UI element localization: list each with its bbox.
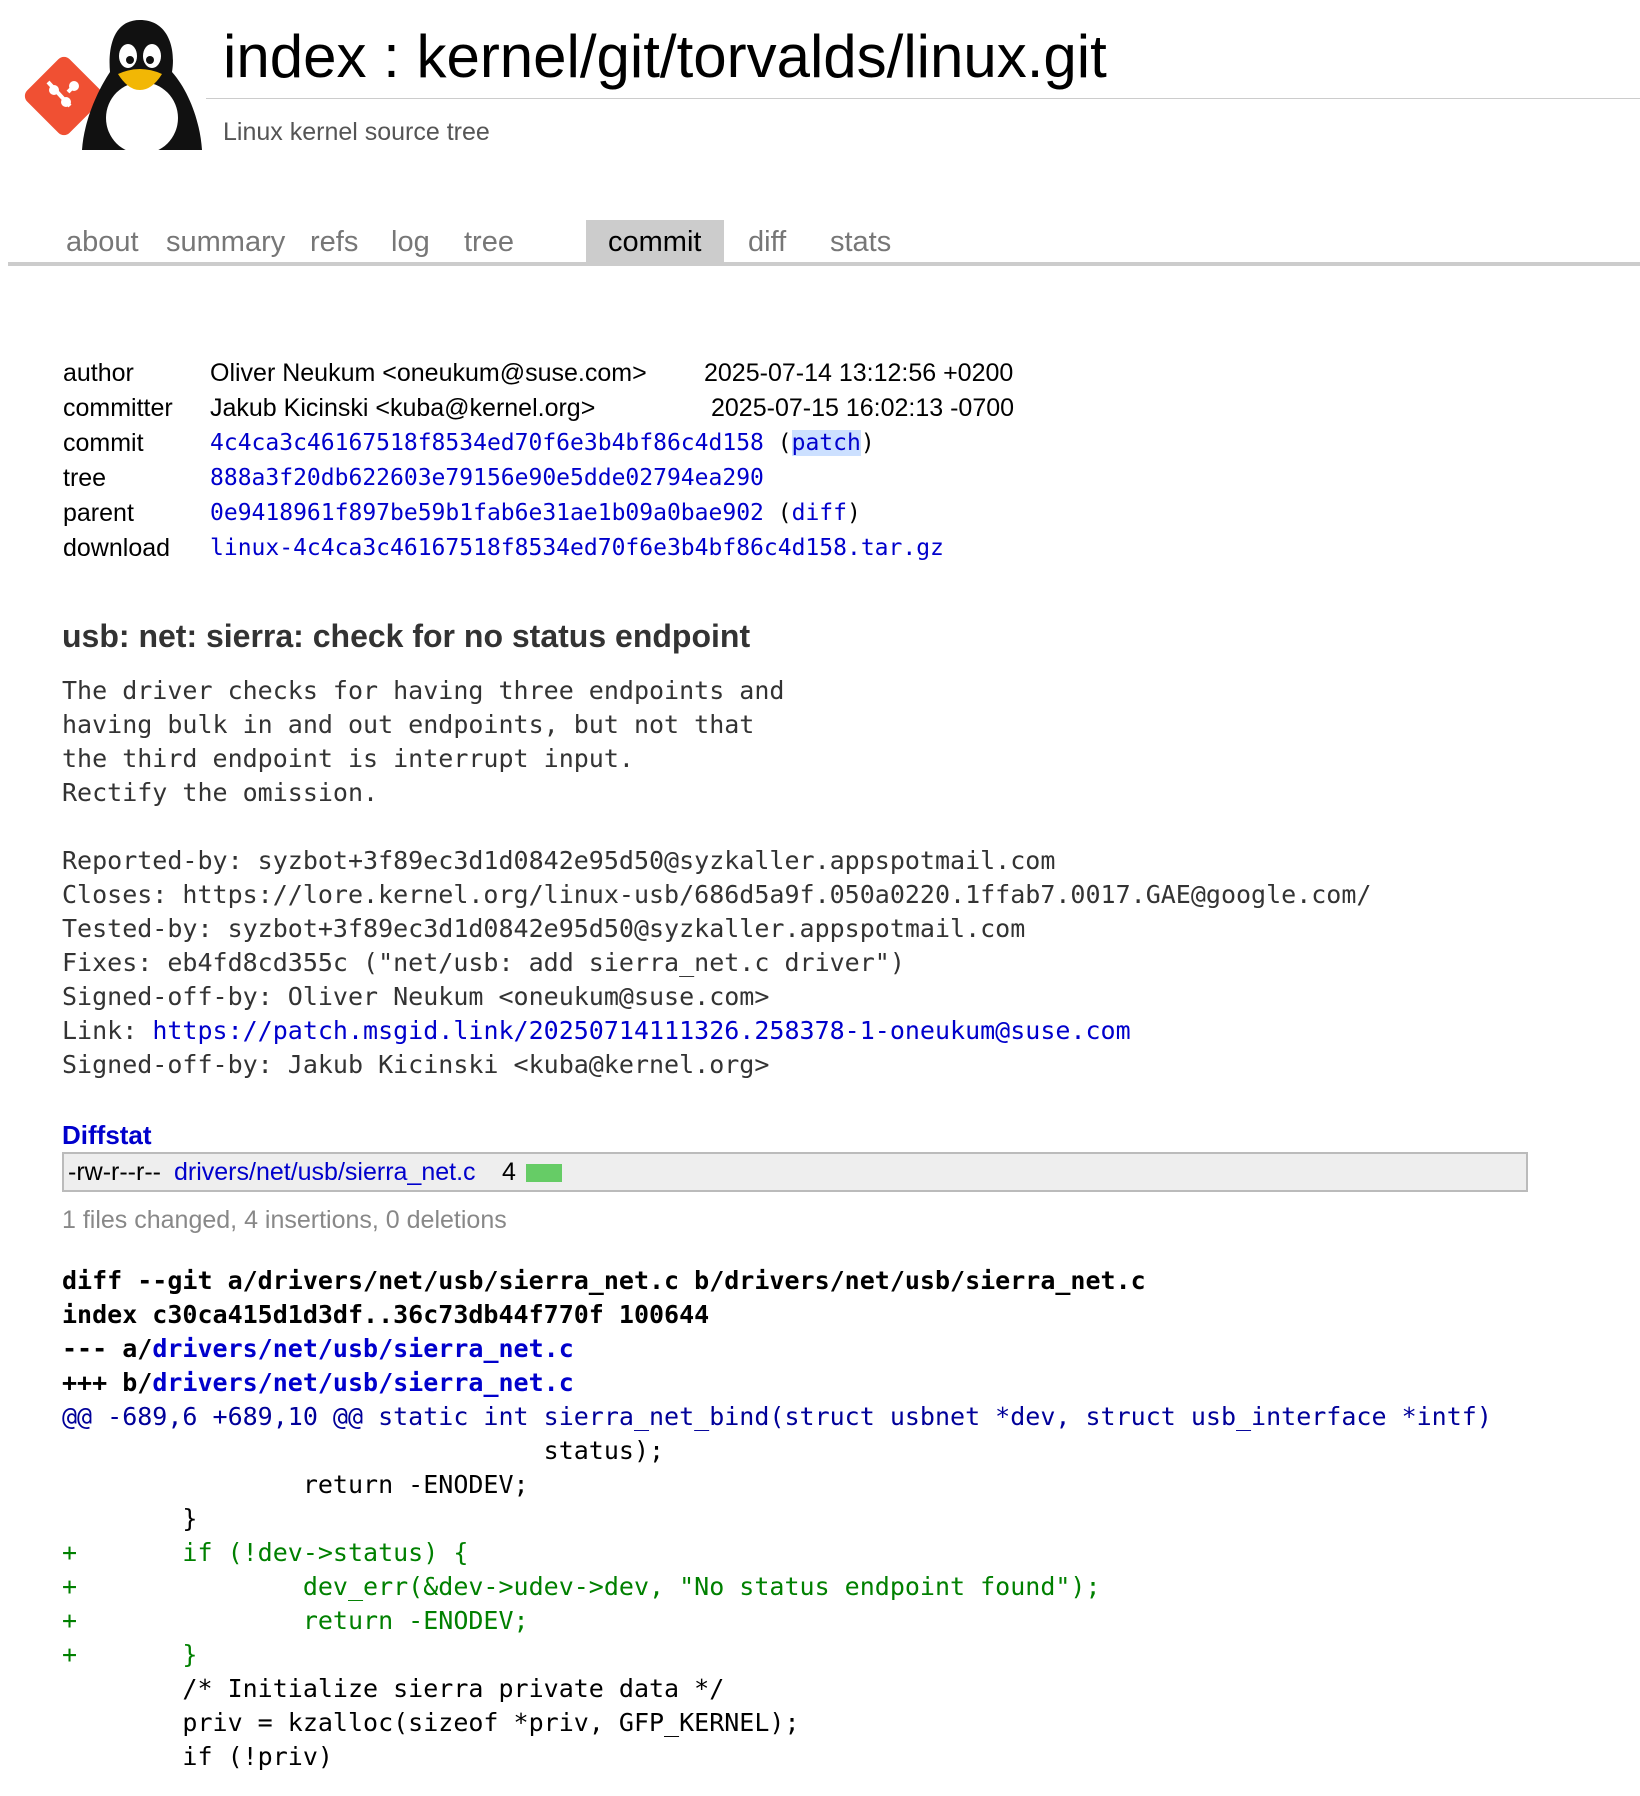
diff-added-line: + return -ENODEV; bbox=[62, 1606, 529, 1635]
tree-hash-link[interactable]: 888a3f20db622603e79156e90e5dde02794ea290 bbox=[210, 465, 764, 491]
tree-label: tree bbox=[63, 464, 107, 492]
diff-context-line: /* Initialize sierra private data */ bbox=[62, 1674, 725, 1703]
message-line: Signed-off-by: Oliver Neukum <oneukum@suse.com> bbox=[62, 982, 770, 1011]
link-prefix: Link: bbox=[62, 1016, 153, 1045]
diff-context-line: return -ENODEV; bbox=[62, 1470, 529, 1499]
parent-label: parent bbox=[63, 499, 134, 527]
commit-hash-link[interactable]: 4c4ca3c46167518f8534ed70f6e3b4bf86c4d158 bbox=[210, 430, 764, 456]
tab-bar bbox=[8, 220, 1640, 266]
diff-added-line: + if (!dev->status) { bbox=[62, 1538, 469, 1567]
diff-added-line: + } bbox=[62, 1640, 198, 1669]
message-line: Fixes: eb4fd8cd355c ("net/usb: add sierra_net.c driver") bbox=[62, 948, 905, 977]
tab-diff[interactable]: diff bbox=[748, 226, 787, 258]
diff-plus-line: +++ b/drivers/net/usb/sierra_net.c bbox=[62, 1368, 574, 1397]
message-line: Tested-by: syzbot+3f89ec3d1d0842e95d50@syzkaller.appspotmail.com bbox=[62, 914, 1026, 943]
tab-stats[interactable]: stats bbox=[830, 226, 892, 258]
diff-context-line: status); bbox=[62, 1436, 665, 1465]
paren-open: ( bbox=[777, 430, 792, 456]
header-divider bbox=[206, 98, 1640, 99]
diff-minus-line: --- a/drivers/net/usb/sierra_net.c bbox=[62, 1334, 574, 1363]
commit-message bbox=[62, 674, 1371, 1082]
message-line: Rectify the omission. bbox=[62, 778, 379, 807]
diff-added-line: + dev_err(&dev->udev->dev, "No status endpoint found"); bbox=[62, 1572, 1101, 1601]
message-line: The driver checks for having three endpoints and bbox=[62, 676, 785, 705]
diff-context-line: } bbox=[62, 1504, 198, 1533]
diff-hunk-header: @@ -689,6 +689,10 @@ static int sierra_net_bind(struct usbnet *dev, struct usb_interface *intf) bbox=[62, 1402, 1492, 1431]
tab-about[interactable]: about bbox=[66, 226, 139, 258]
tab-refs[interactable]: refs bbox=[310, 226, 359, 258]
tab-summary[interactable]: summary bbox=[166, 226, 286, 258]
diff-new-file-link[interactable]: drivers/net/usb/sierra_net.c bbox=[152, 1368, 574, 1397]
diffstat-insert-bar bbox=[526, 1164, 562, 1182]
download-tarball-link[interactable]: linux-4c4ca3c46167518f8534ed70f6e3b4bf86c4d158.tar.gz bbox=[210, 535, 944, 561]
author-value: Oliver Neukum <oneukum@suse.com> bbox=[210, 359, 647, 387]
file-mode: -rw-r--r-- bbox=[68, 1158, 161, 1186]
diff-index-line: index c30ca415d1d3df..36c73db44f770f 100644 bbox=[62, 1300, 710, 1329]
parent-diff-link[interactable]: diff bbox=[791, 500, 847, 526]
paren-close: ) bbox=[860, 430, 875, 456]
committer-date: 2025-07-15 16:02:13 -0700 bbox=[711, 394, 1015, 422]
tab-log[interactable]: log bbox=[391, 226, 430, 258]
message-line: Closes: https://lore.kernel.org/linux-usb/686d5a9f.050a0220.1ffab7.0017.GAE@google.com/ bbox=[62, 880, 1372, 909]
diff-git-line: diff --git a/drivers/net/usb/sierra_net.c b/drivers/net/usb/sierra_net.c bbox=[62, 1266, 1146, 1295]
message-line: having bulk in and out endpoints, but not that bbox=[62, 710, 755, 739]
commit-subject: usb: net: sierra: check for no status endpoint bbox=[62, 618, 751, 654]
diffstat-count: 4 bbox=[502, 1158, 516, 1186]
tux-penguin-icon bbox=[82, 20, 202, 154]
diffstat-table bbox=[62, 1152, 1528, 1192]
message-line: the third endpoint is interrupt input. bbox=[62, 744, 634, 773]
repo-description: Linux kernel source tree bbox=[223, 118, 490, 146]
diffstat-summary: 1 files changed, 4 insertions, 0 deletions bbox=[62, 1206, 507, 1234]
diff-old-file-link[interactable]: drivers/net/usb/sierra_net.c bbox=[152, 1334, 574, 1363]
committer-value: Jakub Kicinski <kuba@kernel.org> bbox=[210, 394, 596, 422]
tab-commit[interactable]: commit bbox=[586, 220, 724, 262]
download-label: download bbox=[63, 534, 171, 562]
author-label: author bbox=[63, 359, 134, 387]
patch-link[interactable]: patch bbox=[791, 430, 861, 456]
message-line: Signed-off-by: Jakub Kicinski <kuba@kernel.org> bbox=[62, 1050, 770, 1079]
diff-context-line: priv = kzalloc(sizeof *priv, GFP_KERNEL); bbox=[62, 1708, 800, 1737]
patch-msgid-link[interactable]: https://patch.msgid.link/20250714111326.258378-1-oneukum@suse.com bbox=[152, 1016, 1131, 1045]
tab-tree[interactable]: tree bbox=[464, 226, 514, 258]
diff-context-line: if (!priv) bbox=[62, 1742, 333, 1771]
diffstat-file-link[interactable]: drivers/net/usb/sierra_net.c bbox=[174, 1158, 476, 1186]
author-date: 2025-07-14 13:12:56 +0200 bbox=[704, 359, 1014, 387]
commit-label: commit bbox=[63, 429, 144, 457]
message-line: Reported-by: syzbot+3f89ec3d1d0842e95d50@syzkaller.appspotmail.com bbox=[62, 846, 1056, 875]
repo-title: index : kernel/git/torvalds/linux.git bbox=[223, 23, 1107, 90]
cgit-logo[interactable] bbox=[12, 10, 212, 160]
committer-label: committer bbox=[63, 394, 173, 422]
parent-hash-link[interactable]: 0e9418961f897be59b1fab6e31ae1b09a0bae902 bbox=[210, 500, 764, 526]
diffstat-header-link[interactable]: Diffstat bbox=[62, 1120, 152, 1150]
